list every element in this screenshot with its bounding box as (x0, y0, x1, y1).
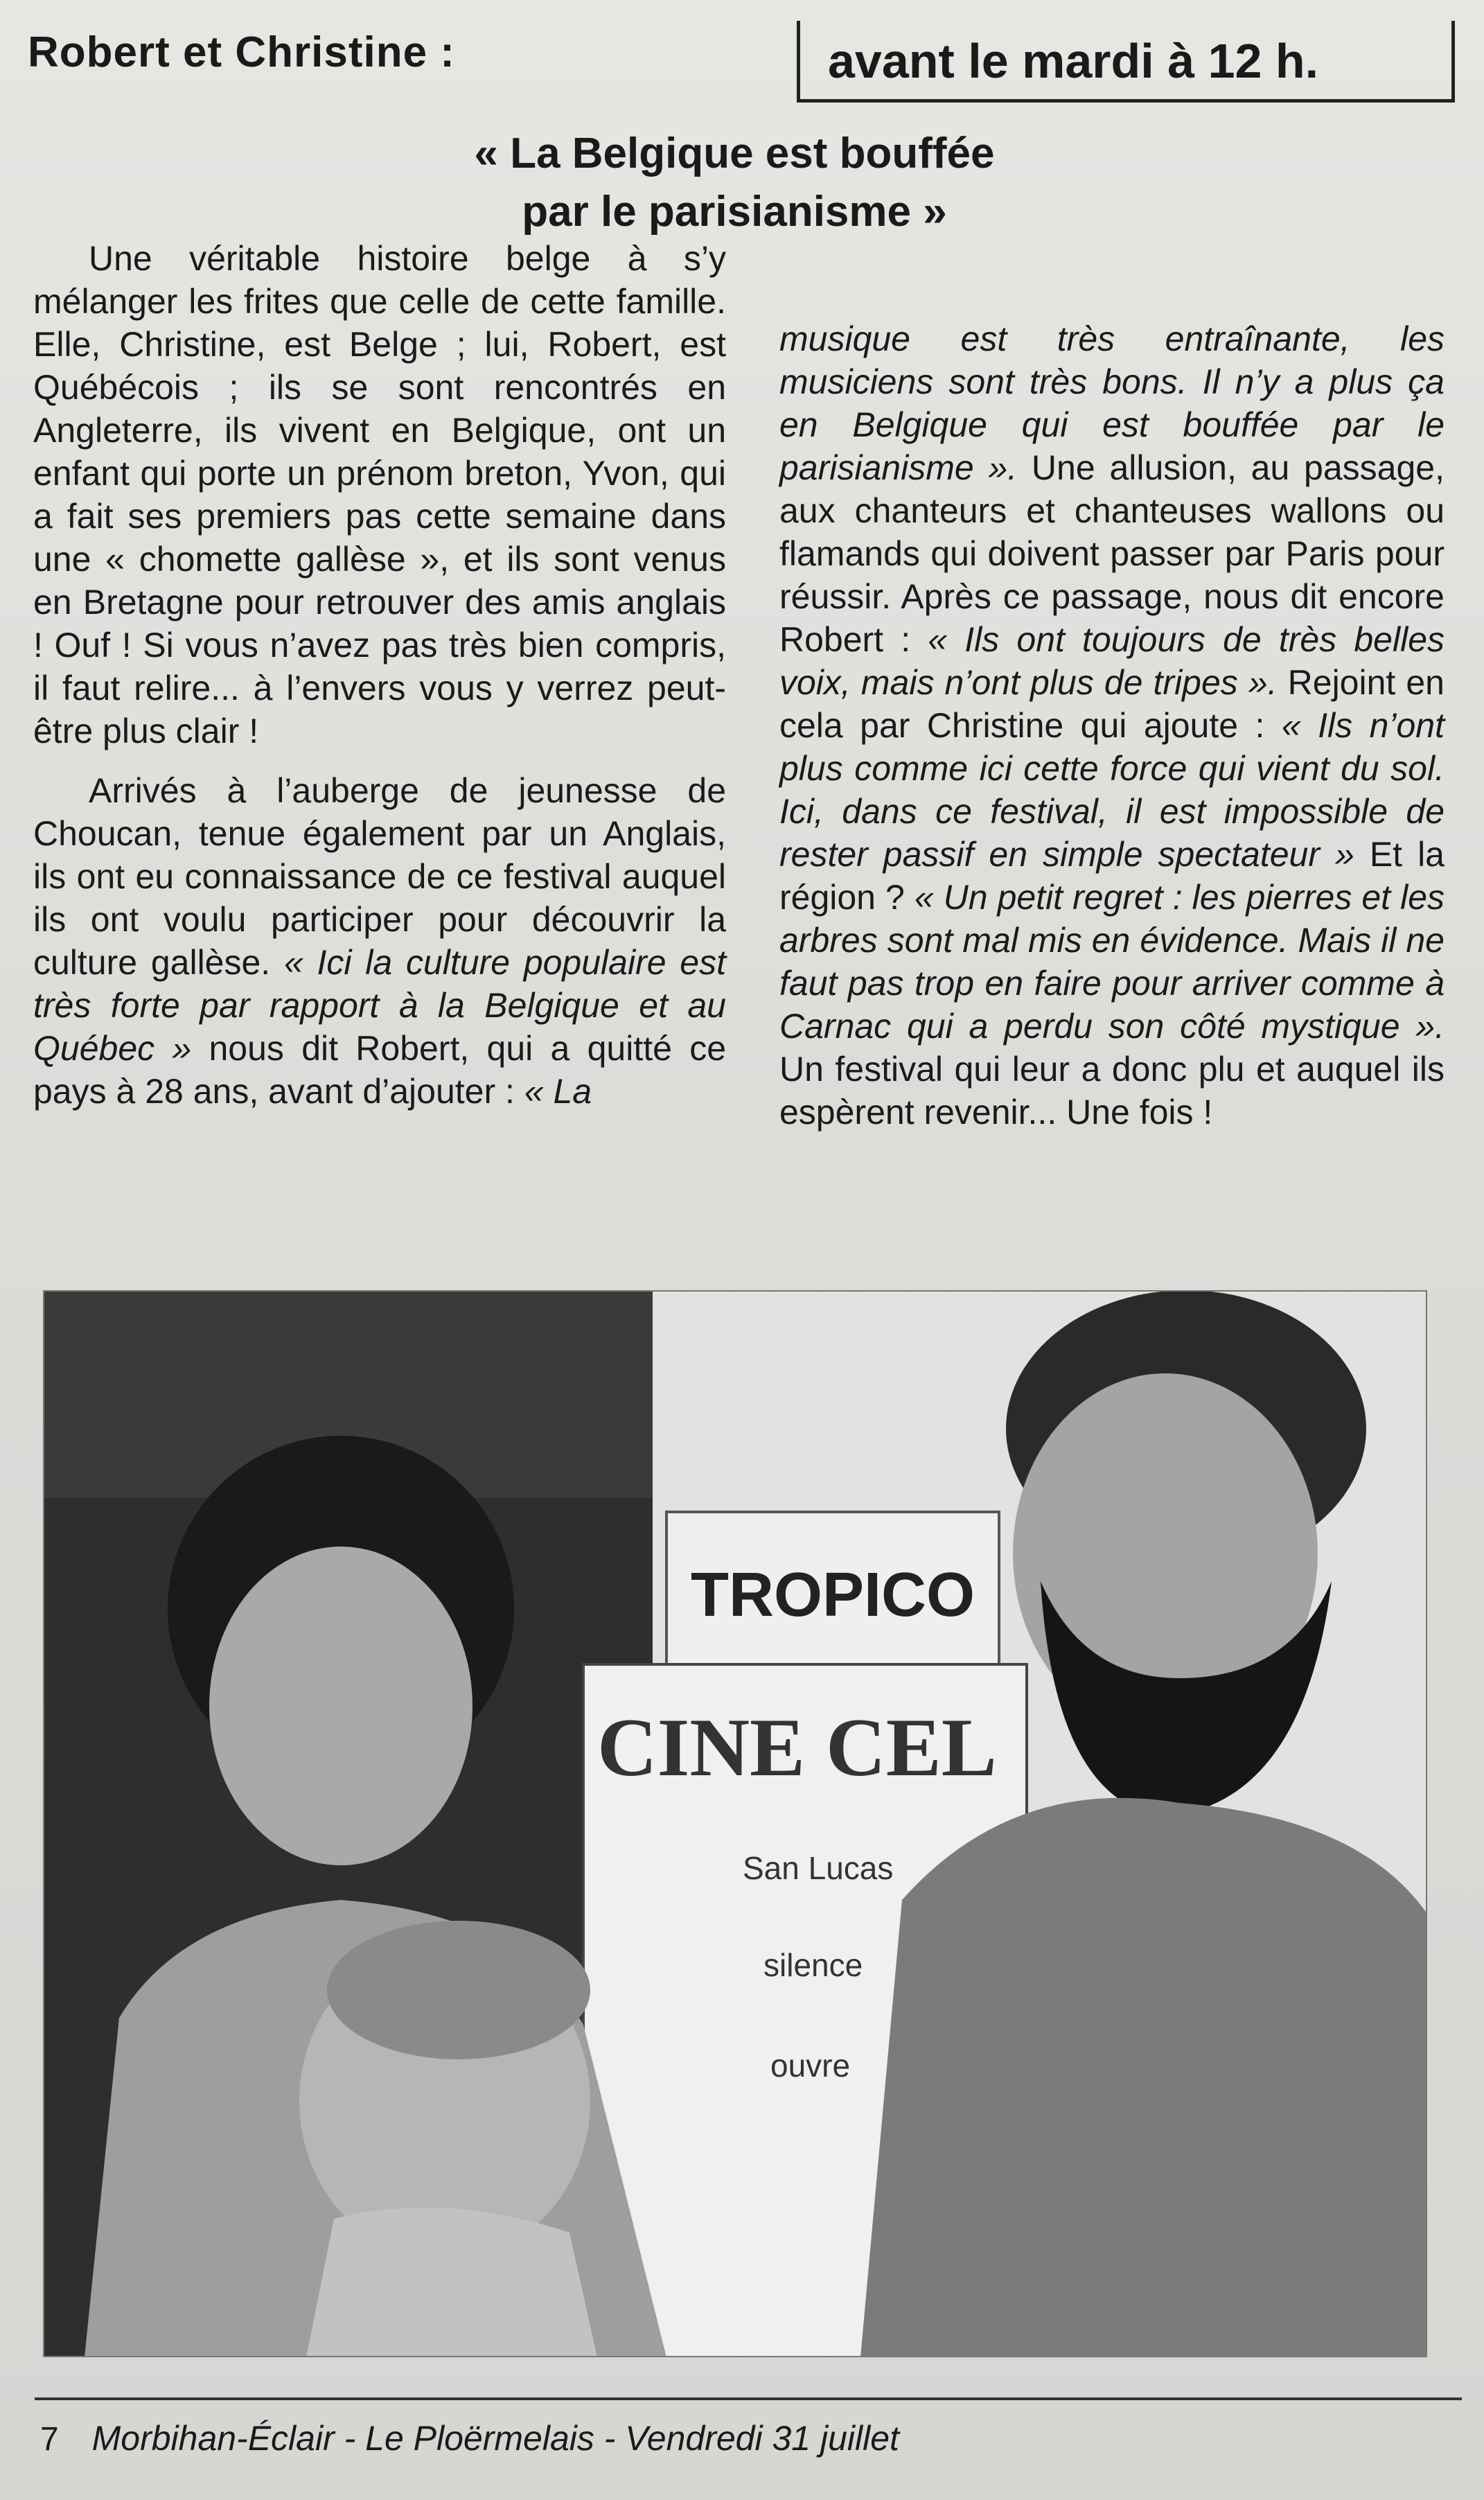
quote-robert-2-start: « La (524, 1072, 592, 1111)
paragraph-2-text-a: Arrivés à l’auberge de jeunesse de Choucan, tenue également par un Anglais, ils ont eu connaissance de ce festival auquel ils ont voulu participer pour découvrir la culture gallèse. (33, 771, 726, 982)
man-sweater (860, 1798, 1427, 2357)
article-photo (43, 1290, 1427, 2357)
quote-christine-2: « Un petit regret : les pierres et les arbres sont mal mis en évidence. Mais il ne faut pas trop en faire pour arriver comme à Carnac qui a perdu son côté mystique ». (779, 878, 1445, 1046)
deadline-text: avant le mardi à 12 h. (828, 34, 1319, 88)
paragraph-2-text-b: nous dit Robert, qui a quitté ce pays à 28 ans, avant d’ajouter : (33, 1029, 727, 1111)
headline-line-2: par le parisianisme » (522, 188, 947, 236)
paragraph-2 (33, 769, 726, 1113)
publication-line: Morbihan-Éclair - Le Ploërmelais - Vendredi 31 juillet (91, 2419, 899, 2458)
paragraph-1: Une véritable histoire belge à s’y mélanger les frites que celle de cette famille. Elle, Christine, est Belge ; lui, Robert, est Québécois ; ils se sont rencontrés en Angleterre, ils vivent en Belgique, ont un enfant qui porte un prénom breton, Yvon, qui a fait ses premiers pas cette semaine dans une « chomette gallèse », et ils sont venus en Bretagne pour retrouver des amis anglais ! Ouf ! Si vous n’avez pas très bien compris, il faut relire... à l’envers vous y verrez peut-être plus clair ! (33, 239, 726, 750)
woman-face (209, 1547, 472, 1865)
baby-hair (327, 1921, 590, 2059)
page-number: 7 (40, 2421, 59, 2458)
quote-robert-2-end: musique est très entraînante, les musiciens sont très bons. Il n’y a plus ça en Belgique qui est bouffée par le parisianisme ». (779, 319, 1445, 487)
baby-body (306, 2208, 597, 2357)
poster-line-2: silence (763, 1947, 863, 1983)
poster-line-3: ouvre (770, 2048, 851, 2084)
paragraph-3 (779, 317, 1445, 1134)
paragraph-3-text-c: Et la région ? (779, 835, 1445, 917)
photo-illustration (43, 1290, 1427, 2357)
poster-tropico-text: TROPICO (691, 1560, 975, 1630)
article-column-left (33, 237, 726, 1113)
headline-line-1: « La Belgique est bouffée (474, 130, 995, 177)
article-column-right (779, 317, 1445, 1134)
footer-rule (35, 2397, 1462, 2400)
poster-cine-text: CINE CEL (597, 1701, 997, 1793)
quote-christine-1: « Ils n’ont plus comme ici cette force qui vient du sol. Ici, dans ce festival, il est impossible de rester passif en simple spectateur » (779, 706, 1445, 874)
page-footer (40, 2418, 899, 2458)
paragraph-3-text-a: Une allusion, au passage, aux chanteurs et chanteuses wallons ou flamands qui doivent passer par Paris pour réussir. Après ce passage, nous dit encore Robert : (779, 448, 1445, 659)
deadline-box (797, 21, 1455, 103)
quote-robert-1: « Ici la culture populaire est très forte par rapport à la Belgique et au Québec » (33, 943, 726, 1068)
quote-robert-3: « Ils ont toujours de très belles voix, mais n’ont plus de tripes ». (779, 620, 1445, 702)
poster-line-1: San Lucas (743, 1850, 894, 1886)
article-headline (388, 125, 1081, 241)
paragraph-3-text-d: Un festival qui leur a donc plu et auquel ils espèrent revenir... Une fois ! (779, 1050, 1445, 1132)
paragraph-3-text-b: Rejoint en cela par Christine qui ajoute : (779, 663, 1445, 745)
article-kicker: Robert et Christine : (28, 28, 455, 76)
